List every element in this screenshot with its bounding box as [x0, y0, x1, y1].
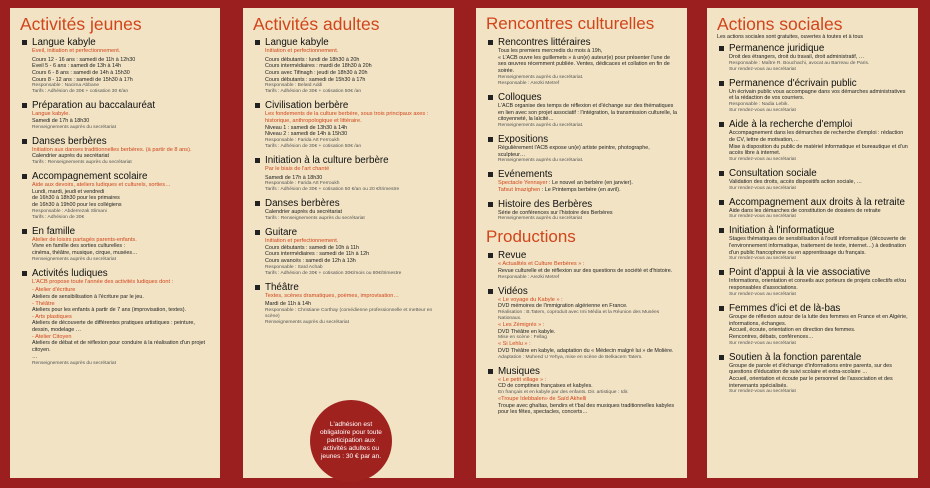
section-danses-jeunes — [20, 136, 210, 166]
section-langue-kabyle-adultes — [253, 37, 444, 95]
body-line: Groupe de réflexion autour de la lutte des femmes en France et en Algérie, informations, échanges. — [729, 313, 908, 327]
section-theatre — [253, 282, 444, 326]
body-line: Série de conférences sur l'histoire des Berbères — [498, 209, 613, 216]
atelier-heading: - Théâtre — [32, 300, 55, 307]
section-en-famille — [20, 226, 210, 263]
section-heading: Accompagnement scolaire — [20, 171, 210, 182]
note: Sur rendez-vous au secrétariat — [729, 156, 796, 162]
body-line: Tous les premiers mercredis du mois à 19h, — [498, 48, 603, 54]
schedule-line: Cours 12 - 16 ans : samedi de 11h à 12h30 — [32, 56, 136, 63]
atelier-heading: - Arts plastiques — [32, 313, 72, 320]
body-line: Vivre en famille des sorties culturelles : — [32, 243, 126, 250]
responsable: Responsable : Abderrezak Slimani — [32, 208, 107, 214]
section-guitare — [253, 227, 444, 277]
responsable: Responsable : Maître R. Bouchachi, avocat au Barreau de Paris. — [729, 60, 870, 66]
tarifs: Tarifs : Adhésion de 30€ + cotisation 30€/mois ou 80€/trimestre — [265, 270, 402, 276]
body-line: Rencontres, débats, conférences… — [729, 333, 814, 340]
note: Renseignements auprès du secrétariat — [32, 256, 117, 262]
section-heading: Histoire des Berbères — [486, 199, 677, 210]
adhesion-badge — [310, 400, 392, 482]
schedule-line: Cours intermédiaires : mardi de 18h30 à 20h — [265, 63, 372, 70]
note: Sur rendez-vous au secrétariat — [729, 108, 796, 114]
responsable: Responsable : Nadia Lebik. — [729, 102, 789, 108]
section-expositions — [486, 134, 677, 164]
schedule-line: Cours débutants : lundi de 18h30 à 20h — [265, 56, 360, 63]
section-subtitle: Initiation et perfectionnement. — [265, 238, 339, 244]
section-ecrivain-public — [717, 78, 908, 114]
music-title: « Le petit village » : — [498, 376, 547, 383]
section-heading: Musiques — [486, 366, 677, 377]
section-revue — [486, 250, 677, 280]
section-heading: Revue — [486, 250, 677, 261]
section-heading: Rencontres littéraires — [486, 37, 677, 48]
atelier-heading: - Atelier Citoyen — [32, 333, 72, 340]
note: Renseignements auprès du secrétariat. — [498, 74, 584, 80]
section-femmes — [717, 303, 908, 347]
video-credit: Mise en scène : Fellag — [498, 335, 547, 341]
video-desc: DVD Théâtre en kabyle. — [498, 328, 556, 335]
note: Renseignements auprès du secrétariat. — [498, 122, 584, 128]
section-heading: Initiation à l'informatique — [717, 225, 908, 236]
schedule-line: Cours 6 - 8 ans : samedi de 14h à 15h30 — [32, 70, 130, 76]
section-heading: Colloques — [486, 92, 677, 103]
note: Renseignements auprès du secrétariat — [498, 216, 583, 222]
event-desc: : Le nouvel an berbère (en janvier). — [547, 180, 633, 187]
atelier-text: Ateliers pour les enfants à partir de 7 ans (improvisation, textes). — [32, 307, 187, 314]
note: Sur rendez-vous au secrétariat — [729, 256, 796, 262]
music-title: «Troupe Idebbalen» de Saïd Akhelli — [498, 395, 587, 402]
video-desc: DVD mémoires de l'immigration algérienne en France. — [498, 303, 628, 310]
section-emploi — [717, 119, 908, 163]
section-retraite — [717, 197, 908, 221]
tarifs: Tarifs : Adhésion de 30€ — [32, 214, 85, 220]
responsable: Responsable : Arezki Metref — [498, 274, 560, 280]
section-danses-adultes — [253, 198, 444, 222]
section-heading: Vidéos — [486, 286, 677, 297]
section-subtitle: Atelier de loisirs partagés parents-enfants. — [32, 236, 137, 243]
responsable: Responsable : Belaïd Addi — [265, 83, 323, 89]
tarifs: Tarifs : Adhésion de 30€ + cotisation 50€ /an — [265, 89, 362, 95]
section-videos — [486, 286, 677, 361]
section-bac — [20, 100, 210, 130]
section-subtitle: Langue kabyle. — [32, 111, 70, 118]
section-heading: Civilisation berbère — [253, 100, 444, 111]
atelier-text: Ateliers de débat et de réflexion pour conduire à la réalisation d'un projet citoyen. — [32, 340, 206, 354]
section-subtitle: Initiation aux danses traditionnelles berbères. (à partir de 8 ans). — [32, 146, 192, 153]
note: Sur rendez-vous au secrétariat — [729, 389, 796, 395]
section-heading: Point d'appui à la vie associative — [717, 267, 908, 278]
section-civilisation — [253, 100, 444, 150]
section-heading: Soutien à la fonction parentale — [717, 352, 908, 363]
section-langue-kabyle-jeunes — [20, 37, 210, 95]
body-line: Mise à disposition du public de matériel informatique et bureautique et d'un accès libre à internet. — [729, 143, 908, 157]
note: Sur rendez-vous au secrétariat — [729, 185, 796, 191]
section-informatique — [717, 225, 908, 262]
section-heading: En famille — [20, 226, 210, 237]
section-consultation-sociale — [717, 168, 908, 192]
section-heading: Initiation à la culture berbère — [253, 155, 444, 166]
schedule-line: Samedi de 17h à 18h30 — [265, 174, 323, 181]
schedule-line: Cours avancés : samedi de 12h à 13h — [265, 258, 356, 264]
body-line: Accueil, écoute, orientation en direction des femmes. — [729, 327, 856, 334]
section-heading: Langue kabyle — [253, 37, 444, 48]
note: Renseignements auprès du secrétariat. — [498, 158, 584, 164]
schedule-line: Niveau 2 : samedi de 14h à 15h30 — [265, 131, 348, 138]
schedule-line: Samedi de 17h à 18h30 — [32, 118, 90, 124]
music-desc: CD de comptines françaises et kabyles. — [498, 383, 593, 390]
section-subtitle: Par le biais de l'art chanté — [265, 166, 330, 172]
responsable: Responsable : Christiane Corthay (comédienne professionnelle et metteur en scène) — [265, 308, 433, 319]
responsable: Responsable : Arezki Metref — [498, 80, 560, 86]
section-heading: Guitare — [253, 227, 444, 238]
body-line: Validation des droits, accès dispositifs action sociale, … — [729, 178, 862, 185]
section-heading: Permanence d'écrivain public — [717, 78, 908, 89]
event-name: Spectacle Yennayer — [498, 180, 548, 187]
section-musiques — [486, 366, 677, 416]
section-fonction-parentale — [717, 352, 908, 396]
body-line: Accueil, orientation et écoute par le personnel de l'association et des intervenants spécialisés. — [729, 376, 893, 389]
body-line: L'ACB organise des temps de réflexion et d'échange sur des thématiques en lien avec son projet associatif : l'intégration, la transmission culturelle, la citoyenneté, la laïcité… — [498, 102, 678, 123]
panel-title: Rencontres culturelles — [486, 14, 655, 33]
section-subtitle: Les fondements de la culture berbère, sous trois principaux axes : historique, anthropologique et littéraire. — [265, 111, 429, 124]
schedule-line: de 16h30 à 18h30 pour les primaires — [32, 195, 120, 202]
section-evenements — [486, 169, 677, 193]
section-histoire — [486, 199, 677, 223]
section-accompagnement-scolaire — [20, 171, 210, 221]
schedule-line: Cours intermédiaires : samedi de 11h à 12h — [265, 251, 370, 258]
body-line: Stages thématiques de sensibilisation à l'outil informatique (découverte de l'environnement informatique, traitement de texte, internet…) à destination d'un public francophone ou en apprentissage du français. — [729, 236, 906, 256]
schedule-line: Cours débutants : samedi de 15h30 à 17h — [265, 76, 366, 83]
section-vie-associative — [717, 267, 908, 297]
video-title: « Si Lehlu » : — [498, 341, 531, 348]
section-subtitle: Eveil, initiation et perfectionnement. — [32, 48, 121, 54]
schedule-line: Calendrier auprès du secrétariat — [265, 209, 343, 216]
responsable: Responsable : Farida Aït Ferroukh — [265, 138, 340, 143]
note: Renseignements auprès du secrétariat — [265, 320, 350, 325]
section-rencontres-litteraires — [486, 37, 677, 87]
section-permanence-juridique — [717, 43, 908, 73]
section-heading: Accompagnement aux droits à la retraite — [717, 197, 908, 208]
schedule-line: Lundi, mardi, jeudi et vendredi — [32, 188, 105, 195]
schedule-line: Cours débutants : samedi de 10h à 11h — [265, 244, 359, 251]
schedule-line: Cours 8 - 12 ans : samedi de 15h30 à 17h — [32, 76, 133, 83]
tarifs: Tarifs : Adhésion de 30€ + cotisation 50 €/an ou 20 €/trimestre — [265, 187, 400, 193]
responsable: Responsable : Farida Aït Ferroukh — [265, 181, 340, 187]
atelier-text: Ateliers de sensibilisation à l'écriture par le jeu. — [32, 293, 144, 300]
video-credit: Adaptation : Muhend U Yehya, mise en scène de Belkacem Tatem. — [498, 354, 643, 360]
video-title: « Le voyage du Kabyle » : — [498, 296, 563, 303]
tarifs: Tarifs : Renseignements auprès du secrétariat — [265, 216, 365, 221]
section-heading: Danses berbères — [20, 136, 210, 147]
body-line: Droit des étrangers, droit du travail, droit administratif, … — [729, 54, 865, 60]
schedule-line: Cours avec Tifinagh : jeudi de 18h30 à 20h — [265, 70, 368, 76]
note: Renseignements auprès du secrétariat — [32, 360, 117, 366]
body-line: Un écrivain public vous accompagne dans vos démarches administratives et la rédaction de vos courriers. — [729, 88, 906, 102]
section-heading: Aide à la recherche d'emploi — [717, 119, 908, 130]
event-desc: : Le Printemps berbère (en avril). — [540, 187, 621, 194]
video-credit: Réalisation : B.Tatem, coproduit avec Imi Média et la Réunion des Musées Nationaux. — [498, 310, 660, 322]
video-title: « Les Zémigrés » : — [498, 322, 545, 329]
section-initiation-culture — [253, 155, 444, 193]
note: Sur rendez-vous au secrétariat — [729, 214, 796, 220]
panel-rencontres — [476, 8, 687, 478]
responsable: Responsable : Nacima Abbane — [32, 83, 100, 89]
music-credit: En français et en kabyle par des enfants. Dir. artistique : Idir. — [498, 389, 629, 395]
body-line: Informations, orientation et conseils aux porteurs de projets collectifs et/ou responsables d'associations. — [729, 278, 907, 292]
section-subtitle: L'ACB propose toute l'année des activités ludiques dont : — [32, 278, 174, 285]
section-heading: Permanence juridique — [717, 43, 908, 54]
panel-title: Activités jeunes — [20, 14, 142, 34]
section-subtitle: Aide aux devoirs, ateliers ludiques et culturels, sorties… — [32, 182, 171, 188]
body-line: Revue culturelle et de réflexion sur des questions de société et d'histoire. — [498, 268, 673, 275]
section-heading: Expositions — [486, 134, 677, 145]
schedule-line: de 16h30 à 19h00 pour les collégiens — [32, 202, 122, 208]
atelier-heading: - Atelier d'écriture — [32, 287, 76, 294]
section-subtitle: Initiation et perfectionnement. — [265, 48, 339, 54]
section-heading: Danses berbères — [253, 198, 444, 209]
atelier-text: Ateliers de découverte de différentes pratiques artistiques : peinture, dessin, modelage … — [32, 320, 195, 334]
body-line: Régulièrement l'ACB expose un(e) artiste peintre, photographe, sculpteur… — [498, 144, 650, 158]
panel-intro: Les actions sociales sont gratuites, ouvertes à toutes et à tous — [717, 34, 864, 40]
body-line: Aide dans les démarches de constitution de dossiers de retraite — [729, 207, 881, 214]
section-colloques — [486, 92, 677, 129]
panel-actions-sociales — [707, 8, 918, 478]
note: Renseignements auprès du secrétariat — [32, 124, 117, 130]
tarifs: Tarifs : Adhésion de 30€ + cotisation 30 €/an — [32, 89, 129, 95]
panel-title: Activités adultes — [253, 14, 380, 34]
note: Sur rendez-vous au secrétariat — [729, 340, 796, 346]
panel-activites-jeunes — [10, 8, 220, 478]
section-heading: Théâtre — [253, 282, 444, 293]
schedule-line: Calendrier auprès du secrétariat — [32, 153, 110, 160]
body-line: Accompagnement dans les démarches de recherche d'emploi : rédaction de CV, lettre de motivation,… — [729, 130, 904, 143]
note: Sur rendez-vous au secrétariat — [729, 291, 796, 297]
section-heading: Langue kabyle — [20, 37, 210, 48]
responsable: Responsable : Saïd Achab — [265, 264, 323, 270]
tarifs: Tarifs : Adhésion de 30€ + cotisation 50€ /an — [265, 144, 362, 149]
video-desc: DVD Théâtre en kabyle, adaptation du « Médecin malgré lui » de Molière. — [498, 347, 674, 354]
tarifs: Tarifs : Renseignements auprès du secrétariat — [32, 160, 132, 165]
section-heading: Préparation au baccalauréat — [20, 100, 210, 111]
music-desc: Troupe avec ghaïtas, bendirs et t'bal des musiques traditionnelles kabyles pour les fêtes, spectacles, concerts… — [498, 402, 675, 416]
productions-title: Productions — [486, 227, 576, 247]
section-activites-ludiques — [20, 268, 210, 367]
schedule-line: Niveau 1 : samedi de 13h30 à 14h — [265, 124, 348, 131]
section-heading: Consultation sociale — [717, 168, 908, 179]
section-heading: Evénements — [486, 169, 677, 180]
section-subtitle: « Actualités et Culture Berbères » : — [498, 261, 585, 268]
body-line: cinéma, théâtre, musique, cirque, musées… — [32, 250, 138, 256]
schedule-line: Mardi de 11h à 14h — [265, 301, 312, 308]
panel-title: Actions sociales — [717, 14, 843, 34]
section-subtitle: Textes, scènes dramatiques, poèmes, improvisation… — [265, 292, 399, 299]
event-name: Tafsut Imazighen — [498, 187, 541, 194]
body-line: Groupe de parole et d'échange d'informations entre parents, sur des questions d'éducation de suivi scolaire et extra-scolaire … — [729, 362, 892, 376]
ellipsis: … — [32, 353, 38, 360]
adhesion-text: L'adhésion est obligatoire pour toute participation aux activités adultes ou jeunes : 30 € par an. — [320, 421, 382, 460]
section-heading: Activités ludiques — [20, 268, 210, 279]
section-heading: Femmes d'ici et de là-bas — [717, 303, 908, 314]
note: Sur rendez-vous au secrétariat — [729, 66, 796, 72]
body-line: « L'ACB ouvre les guillemets » à un(e) auteur(e) pour présenter l'une de ses œuvres récemment publiée. Ventes, dédicaces et collation en fin de soirée. — [498, 54, 670, 75]
schedule-line: Eveil 5 - 6 ans : samedi de 13h à 14h — [32, 63, 122, 70]
